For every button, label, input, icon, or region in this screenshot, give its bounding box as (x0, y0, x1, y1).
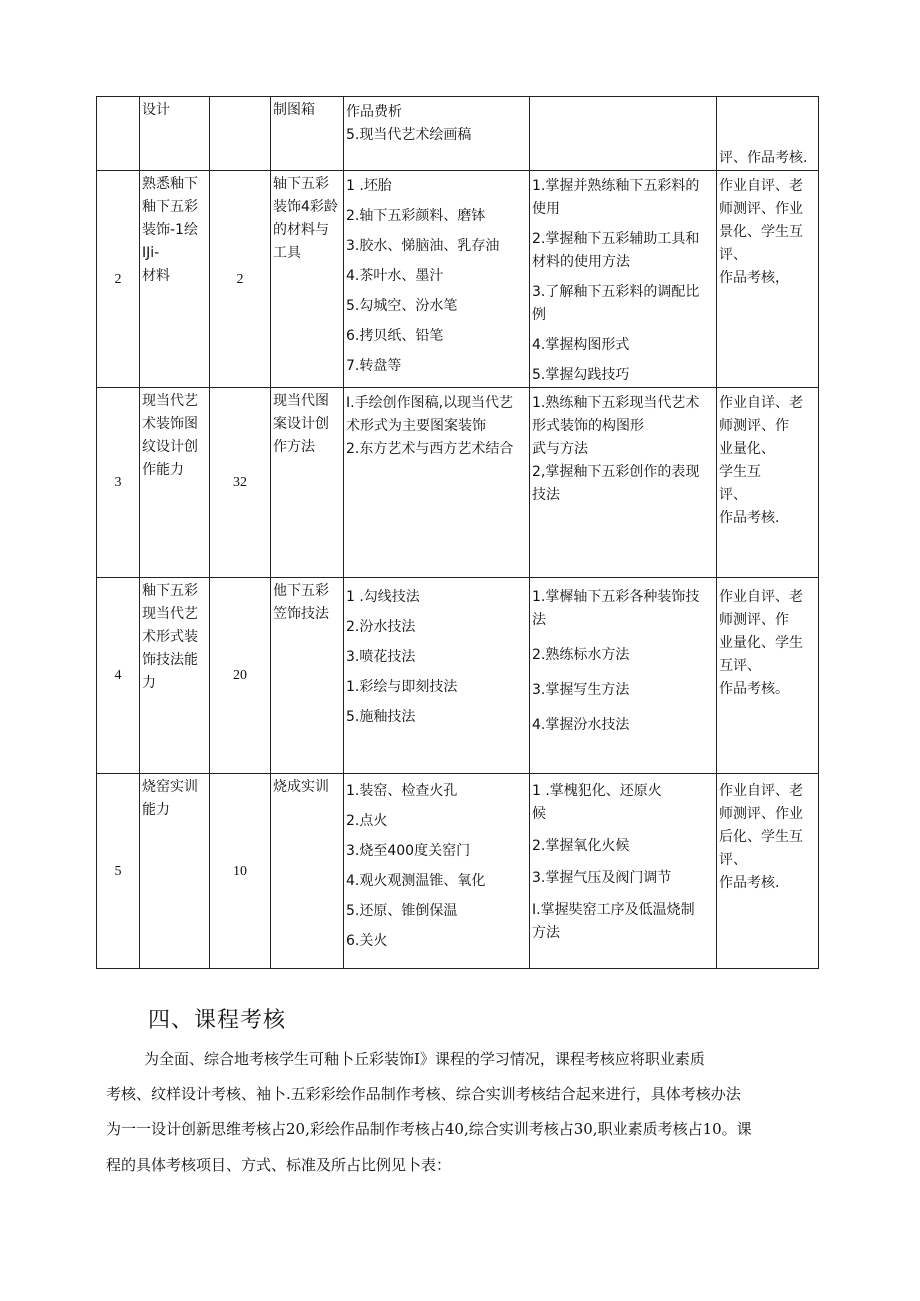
content-cell-line: 1.装窑、检查火孔 (346, 783, 458, 799)
table-row (97, 171, 819, 388)
hours-cell: 20 (210, 578, 271, 774)
evaluation-cell-line: 后化、学生互 (719, 829, 803, 845)
content-cell (344, 578, 530, 774)
unit-cell (271, 97, 344, 171)
unit-cell-line: 的材料与 (273, 222, 329, 238)
evaluation-cell (717, 578, 819, 774)
hours-cell: 2 (210, 171, 271, 388)
content-cell-line: 1.彩绘与即刻技法 (346, 679, 458, 695)
goals-cell-line: 武与方法 (532, 441, 588, 457)
curriculum-table (96, 96, 819, 969)
row-number: 4 (97, 578, 140, 774)
project-cell-line: 饰技法能 (142, 652, 198, 668)
project-cell (140, 171, 210, 388)
goals-cell-line: 1.掌樨轴下五彩各种装饰技 (532, 589, 700, 605)
goals-cell-line: 使用 (532, 201, 560, 217)
table-body (97, 97, 819, 969)
hours-cell: 32 (210, 388, 271, 578)
content-cell-line: 3.胶水、悌脑油、乳存油 (346, 238, 500, 254)
table-row (97, 578, 819, 774)
project-cell-line: 烧窑实训 (142, 779, 198, 795)
project-cell-line: 术形式装 (142, 629, 198, 645)
project-cell-line: 设计 (142, 102, 170, 118)
content-cell-line: 5.施釉技法 (346, 709, 416, 725)
content-cell-line: 1 .勾线技法 (346, 589, 420, 605)
project-cell-line: 熟悉釉下 (142, 176, 198, 192)
content-cell-line: 4.观火观测温锥、氧化 (346, 873, 486, 889)
evaluation-cell-line: 师测评、作 (719, 418, 789, 434)
table-row (97, 774, 819, 969)
project-cell (140, 774, 210, 969)
goals-cell-line: 3.了解釉下五彩料的调配比 (532, 284, 700, 300)
evaluation-cell-line: 业量化、学生 (719, 635, 803, 651)
evaluation-cell-line: 作品考核。 (719, 681, 789, 697)
project-cell-line: 力 (142, 675, 156, 691)
content-cell-line: 5.勾城空、汾水笔 (346, 298, 458, 314)
goals-cell-line: 3.掌握写生方法 (532, 682, 630, 698)
table-row (97, 97, 819, 171)
goals-cell-line: 2,掌握釉下五彩创作的表现 (532, 464, 700, 480)
goals-cell-line: 1.熟练釉下五彩现当代艺术 (532, 395, 700, 411)
unit-cell-line: 轴下五彩 (273, 176, 329, 192)
project-cell-line: 釉下五彩 (142, 583, 198, 599)
unit-cell-line: 制图箱 (273, 102, 315, 118)
project-cell-line: 作能力 (142, 462, 184, 478)
project-cell-line: 现当代艺 (142, 393, 198, 409)
hours-cell: 10 (210, 774, 271, 969)
content-cell-line: 6.拷贝纸、铅笔 (346, 328, 444, 344)
goals-cell-line: 2.掌握氧化火候 (532, 838, 630, 854)
evaluation-cell-line: 作业自详、老 (719, 395, 803, 411)
row-number (97, 97, 140, 171)
content-cell-line: 2.点火 (346, 813, 388, 829)
unit-cell-line: 现当代图 (273, 393, 329, 409)
content-cell-line: 6.关火 (346, 933, 388, 949)
project-cell-line: 纹设计创 (142, 439, 198, 455)
goals-cell (530, 388, 717, 578)
evaluation-cell-line: 师测评、作 (719, 612, 789, 628)
goals-cell-line: 法 (532, 612, 546, 628)
goals-cell-line: 1 .掌槐犯化、还原火 (532, 783, 662, 799)
evaluation-cell (717, 171, 819, 388)
goals-cell-line: 候 (532, 806, 546, 822)
content-cell-line: 3.烧至400度关窑门 (346, 843, 471, 859)
content-cell-line: 1 .坯胎 (346, 178, 392, 194)
evaluation-cell-line: 作业自评、老 (719, 178, 803, 194)
unit-cell-line: 工具 (273, 245, 301, 261)
content-cell-line: 术形式为主要图案装饰 (346, 418, 486, 434)
project-cell (140, 388, 210, 578)
unit-cell-line: 作方法 (273, 439, 315, 455)
evaluation-cell-line: 师测评、作业 (719, 201, 803, 217)
unit-cell-line: 他下五彩 (273, 583, 329, 599)
goals-cell-line: 5.掌握勾践技巧 (532, 367, 630, 383)
table-row (97, 388, 819, 578)
project-cell-line: 现当代艺 (142, 606, 198, 622)
paragraph-line-3: 为一一设计创新思维考核占20,彩绘作品制作考核占40,综合实训考核占30,职业素质考核占10。课 (106, 1120, 752, 1138)
content-cell-line: 5.现当代艺术绘画稿 (346, 127, 472, 143)
goals-cell-line: 技法 (532, 487, 560, 503)
content-cell (344, 388, 530, 578)
goals-cell (530, 171, 717, 388)
content-cell-line: 2.轴下五彩颜料、磨钵 (346, 208, 486, 224)
evaluation-cell-line: 评、 (719, 487, 747, 503)
goals-cell-line: 1.掌握并熟练釉下五彩料的 (532, 178, 700, 194)
unit-cell-line: 装饰4彩龄 (273, 199, 338, 215)
project-cell-line: 能力 (142, 802, 170, 818)
goals-cell-line: 2.熟练标水方法 (532, 647, 630, 663)
evaluation-cell-line: 作业自评、老 (719, 783, 803, 799)
paragraph-line-4: 程的具体考核项目、方式、标准及所占比例见卜表： (106, 1156, 452, 1174)
content-cell (344, 774, 530, 969)
row-number: 3 (97, 388, 140, 578)
unit-cell (271, 388, 344, 578)
row-number: 5 (97, 774, 140, 969)
content-cell-line: 4.茶叶水、墨汁 (346, 268, 444, 284)
evaluation-cell-line: 评、作品考核. (719, 150, 808, 166)
content-cell-line: 3.喷花技法 (346, 649, 416, 665)
evaluation-cell-line: 作业自评、老 (719, 589, 803, 605)
content-cell-line: 作品费析 (346, 104, 402, 120)
project-cell-line: 釉下五彩 (142, 199, 198, 215)
project-cell-line: 术装饰图 (142, 416, 198, 432)
evaluation-cell (717, 97, 819, 171)
evaluation-cell-line: 业量化、 (719, 441, 775, 457)
evaluation-cell-line: 学生互 (719, 464, 761, 480)
evaluation-cell-line: 评、 (719, 852, 747, 868)
project-cell (140, 578, 210, 774)
goals-cell-line: 2.掌握釉下五彩辅助工具和 (532, 231, 700, 247)
row-number: 2 (97, 171, 140, 388)
hours-cell (210, 97, 271, 171)
unit-cell (271, 774, 344, 969)
content-cell-line: I.手绘创作图稿,以现当代艺 (346, 395, 514, 411)
goals-cell-line: 例 (532, 307, 546, 323)
evaluation-cell-line (719, 124, 818, 147)
project-cell (140, 97, 210, 171)
evaluation-cell-line: 作品考核. (719, 875, 780, 891)
content-cell (344, 97, 530, 171)
evaluation-cell-line: 师测评、作业 (719, 806, 803, 822)
goals-cell-line: 4.掌握构图形式 (532, 337, 630, 353)
evaluation-cell-line: 作品考核， (719, 270, 789, 286)
paragraph-line-1: 为全面、综合地考核学生可釉卜丘彩装饰I》课程的学习情况，课程考核应将职业素质 (144, 1050, 705, 1068)
evaluation-cell (717, 774, 819, 969)
evaluation-cell-line: 景化、学生互 (719, 224, 803, 240)
goals-cell-line: 3.掌握气压及阀门调节 (532, 870, 672, 886)
evaluation-cell-line: 评、 (719, 247, 747, 263)
goals-cell-line: I.掌握奘窑工序及低温烧制 (532, 902, 695, 918)
evaluation-cell-line (719, 101, 818, 124)
unit-cell (271, 578, 344, 774)
project-cell-line: 材料 (142, 268, 170, 284)
unit-cell (271, 171, 344, 388)
section-heading: 四、课程考核 (148, 1008, 287, 1033)
goals-cell-line: 方法 (532, 925, 560, 941)
unit-cell-line: 笠饰技法 (273, 606, 329, 622)
goals-cell (530, 774, 717, 969)
content-cell-line: 2.东方艺术与西方艺术结合 (346, 441, 514, 457)
content-cell-line: 7.转盘等 (346, 358, 402, 374)
goals-cell-line: 形式装饰的构图形 (532, 418, 644, 434)
paragraph-line-2: 考核、纹样设计考核、袖卜.五彩彩绘作品制作考核、综合实训考核结合起来进行，具体考核办法 (106, 1085, 741, 1103)
content-cell (344, 171, 530, 388)
content-cell-line: 5.还原、锥倒保温 (346, 903, 458, 919)
evaluation-cell-line: 作品考核. (719, 510, 780, 526)
evaluation-cell-line: 互评、 (719, 658, 761, 674)
goals-cell (530, 97, 717, 171)
unit-cell-line: 案设计创 (273, 416, 329, 432)
unit-cell-line: 烧成实训 (273, 779, 329, 795)
goals-cell-line: 材料的使用方法 (532, 254, 630, 270)
content-cell-line: 2.汾水技法 (346, 619, 416, 635)
project-cell-line: 装饰-1绘 (142, 222, 198, 238)
goals-cell-line: 4.掌握汾水技法 (532, 717, 630, 733)
evaluation-cell (717, 388, 819, 578)
goals-cell (530, 578, 717, 774)
project-cell-line: IJi- (142, 245, 160, 261)
